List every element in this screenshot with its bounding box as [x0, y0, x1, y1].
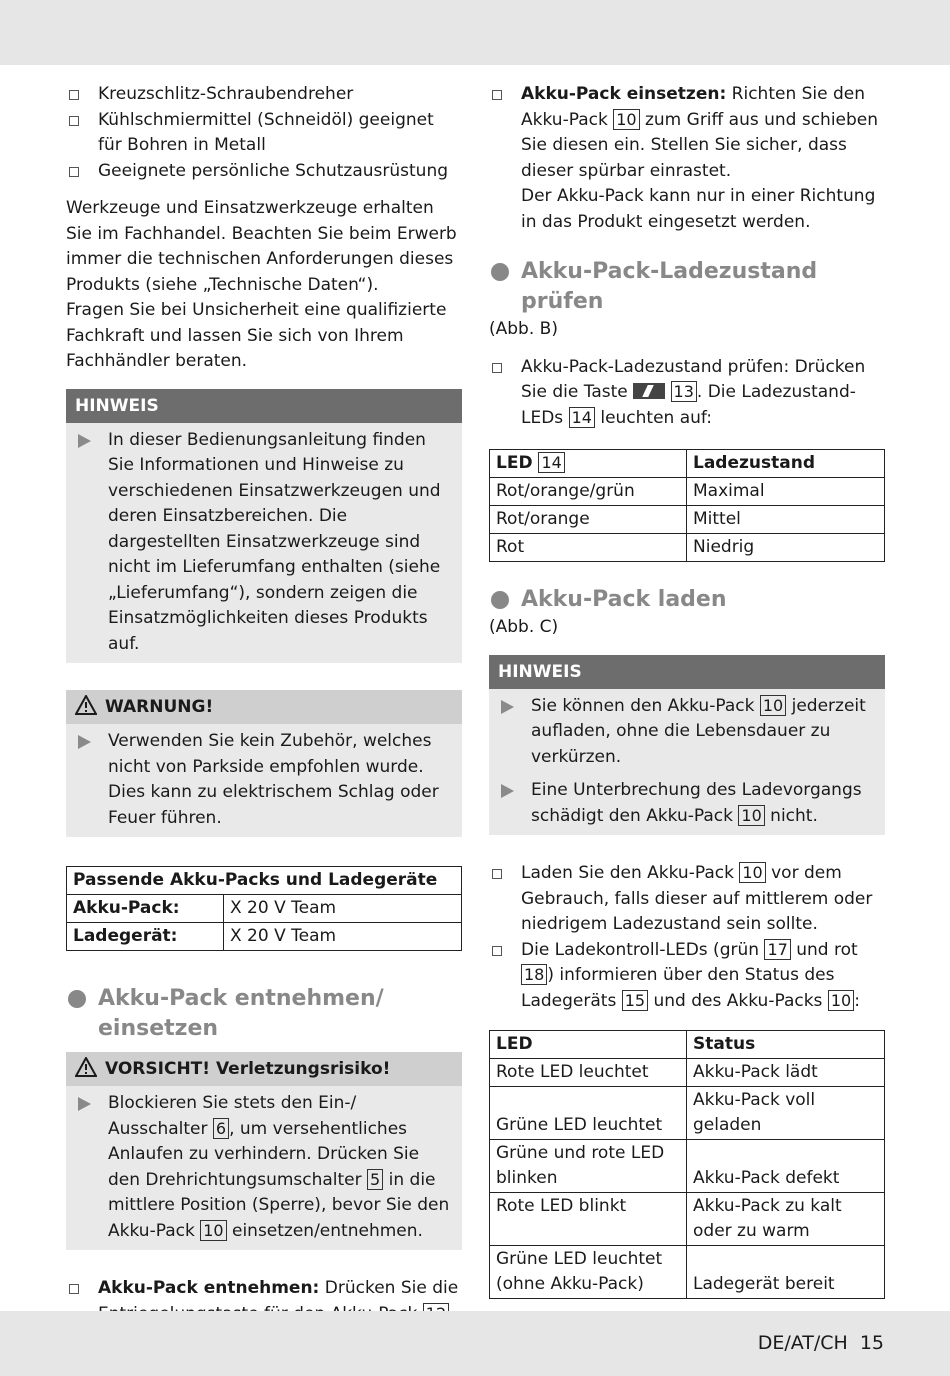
part-ref: 10: [828, 990, 854, 1011]
notice-title: WARNUNG!: [66, 690, 462, 724]
figure-ref: (Abb. C): [489, 617, 559, 637]
checkbox-icon: [69, 167, 79, 177]
bullet-dot-icon: [491, 591, 509, 609]
table-row: Ladegerät: X 20 V Team: [67, 923, 462, 951]
checkbox-icon: [69, 90, 79, 100]
checkbox-icon: [492, 90, 502, 100]
part-ref: 14: [569, 407, 595, 428]
section-title: Akku-Pack laden: [489, 585, 885, 615]
table-row: Grüne LED leuchtet Akku-Pack voll geladen: [490, 1087, 885, 1140]
list-item: Geeignete persönliche Schutzausrüstung: [66, 159, 462, 185]
list-item: Akku-Pack einsetzen: Richten Sie den Akku-Pack 10 zum Griff aus und schieben Sie diesen ein. Stellen Sie sicher, dass dieser spürbar einrastet. Der Akku-Pack kann nur in einer Richtung in das Produkt eingesetzt werden.: [489, 82, 885, 235]
part-ref: 10: [760, 695, 786, 716]
arrow-icon: [501, 700, 514, 714]
table-row: Rot/orange Mittel: [490, 506, 885, 534]
notice-title: VORSICHT! Verletzungsrisiko!: [66, 1052, 462, 1086]
warning-icon: [75, 1057, 97, 1077]
paragraph: Werkzeuge und Einsatzwerkzeuge erhalten Sie im Fachhandel. Beachten Sie beim Erwerb immer die technischen Anforderungen dieses Produkts (siehe „Technische Daten“).: [66, 198, 457, 295]
table-header: Passende Akku-Packs und Ladegeräte: [67, 867, 462, 895]
table-row: LED Status: [490, 1031, 885, 1059]
table-row: Grüne LED leuchtet (ohne Akku-Pack) Ladegerät bereit: [490, 1246, 885, 1299]
list-item: Laden Sie den Akku-Pack 10 vor dem Gebrauch, falls dieser auf mittlerem oder niedrigem Ladezustand sein sollte.: [489, 861, 885, 938]
table-row: Rote LED blinkt Akku-Pack zu kalt oder zu warm: [490, 1193, 885, 1246]
warning-icon: [75, 695, 97, 715]
list-item: Kühlschmiermittel (Schneidöl) geeignet für Bohren in Metall: [66, 108, 462, 159]
part-ref: 17: [764, 939, 790, 960]
part-ref: 10: [200, 1220, 226, 1241]
part-ref: 14: [538, 452, 564, 473]
right-column: [489, 82, 885, 1299]
part-ref: 10: [613, 109, 639, 130]
notice-title: HINWEIS: [66, 389, 462, 423]
pack-table: [66, 866, 462, 951]
part-ref: 18: [521, 964, 547, 985]
notice-item: Sie können den Akku-Pack 10 jederzeit aufladen, ohne die Lebensdauer zu verkürzen.: [499, 694, 875, 771]
list-item: Akku-Pack-Ladezustand prüfen: Drücken Sie die Taste 13 . Die Ladezustand-LEDs 14 leuchten auf:: [489, 355, 885, 432]
section-title: Akku-Pack entnehmen/ einsetzen: [66, 984, 462, 1044]
part-ref: 6: [213, 1118, 229, 1139]
table-row: Rot/orange/grün Maximal: [490, 478, 885, 506]
figure-ref: (Abb. B): [489, 319, 558, 339]
part-ref: 5: [367, 1169, 383, 1190]
section-title: Akku-Pack-Ladezustand prüfen: [489, 257, 885, 317]
table-row: Rote LED leuchtet Akku-Pack lädt: [490, 1059, 885, 1087]
list-item: Akku-Pack entnehmen: Drücken Sie die: [66, 1276, 462, 1376]
header-band: [0, 0, 950, 65]
checkbox-icon: [492, 946, 502, 956]
page-number: 15: [859, 1332, 884, 1354]
checkbox-icon: [492, 869, 502, 879]
battery-indicator-icon: [633, 383, 665, 399]
bullet-dot-icon: [491, 263, 509, 281]
checkbox-icon: [69, 1284, 79, 1294]
part-ref: 13: [671, 381, 697, 402]
table-row: Grüne und rote LED blinken Akku-Pack defekt: [490, 1140, 885, 1193]
language-label: DE/AT/CH: [757, 1332, 848, 1354]
caution-box: [66, 1052, 462, 1250]
arrow-icon: [501, 784, 514, 798]
hinweis-box: [489, 655, 885, 836]
led-table: [489, 449, 885, 562]
left-column: [66, 82, 462, 1376]
part-ref: 10: [738, 805, 764, 826]
notice-item: Verwenden Sie kein Zubehör, welches nicht von Parkside empfohlen wurde. Dies kann zu elektrischem Schlag oder Feuer führen.: [76, 729, 452, 831]
list-item: Kreuzschlitz-Schraubendreher: [66, 82, 462, 108]
part-ref: 10: [739, 862, 765, 883]
checkbox-icon: [69, 116, 79, 126]
list-item: Die Ladekontroll-LEDs (grün 17 und rot 18 ) informieren über den Status des Ladegeräts 15 und des Akku-Packs 10 :: [489, 938, 885, 1015]
notice-item: Eine Unterbrechung des Ladevorgangs schädigt den Akku-Pack 10 nicht.: [499, 778, 875, 829]
arrow-icon: [78, 735, 91, 749]
checkbox-icon: [492, 363, 502, 373]
status-table: [489, 1030, 885, 1299]
warning-box: [66, 690, 462, 837]
table-row: Akku-Pack: X 20 V Team: [67, 895, 462, 923]
part-ref: 15: [622, 990, 648, 1011]
hinweis-box: [66, 389, 462, 664]
table-row: LED 14 Ladezustand: [490, 450, 885, 478]
arrow-icon: [78, 434, 91, 448]
page-footer: [758, 1331, 884, 1357]
notice-title: HINWEIS: [489, 655, 885, 689]
bullet-dot-icon: [68, 990, 86, 1008]
notice-item: In dieser Bedienungsanleitung finden Sie Informationen und Hinweise zu verschiedenen Einsatzwerkzeugen und deren Einsatzbereichen. Die dargestellten Einsatzwerkzeuge sind nicht im Lieferumfang enthalten (siehe „Lieferumfang“), sondern zeigen die Einsatzmöglichkeiten dieses Produkts auf.: [76, 428, 452, 658]
arrow-icon: [78, 1097, 91, 1111]
notice-item: Blockieren Sie stets den Ein-/ Ausschalter 6 , um versehentliches Anlaufen zu verhindern. Drücken Sie den Drehrichtungsumschalter 5 in die mittlere Position (Sperre), bevor Sie den Akku-Pack 10 einsetzen/entnehmen.: [76, 1091, 452, 1244]
paragraph: Fragen Sie bei Unsicherheit eine qualifizierte Fachkraft und lassen Sie sich von Ihrem Fachhändler beraten.: [66, 300, 447, 371]
table-row: Rot Niedrig: [490, 534, 885, 562]
